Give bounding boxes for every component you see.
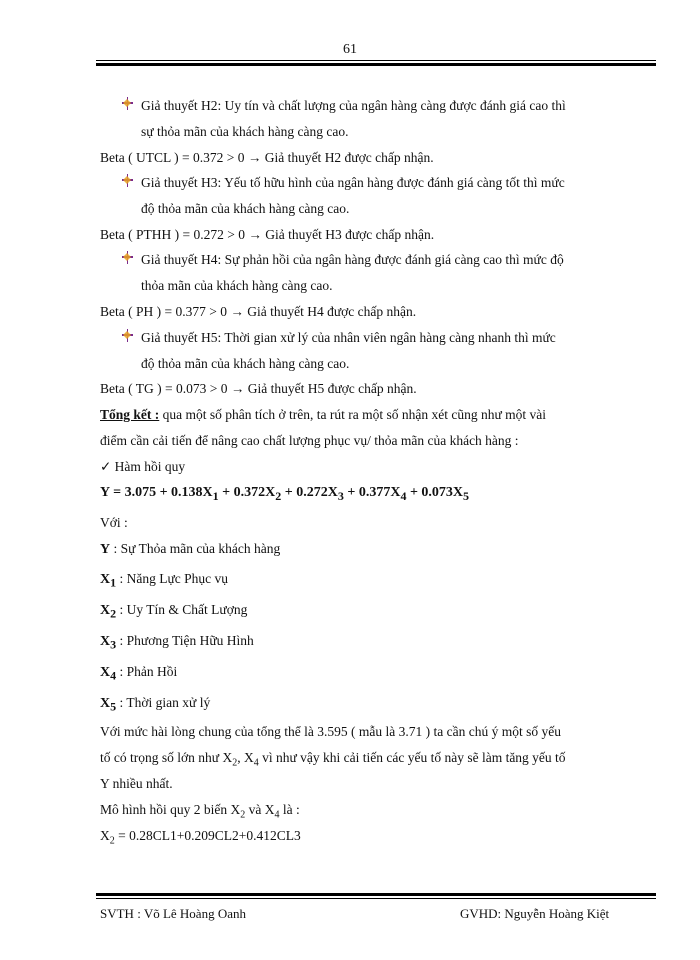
- hypothesis-result: Beta ( PTHH ) = 0.272 > 0 → Giả thuyết H3 được chấp nhận.: [100, 227, 435, 242]
- hypothesis-line: độ thỏa mãn của khách hàng càng cao.: [141, 356, 350, 371]
- variable-symbol: X: [100, 696, 111, 711]
- eq-term: + 0.372X: [218, 485, 276, 500]
- model-subscript: 2: [109, 835, 115, 847]
- conclusion-line: [100, 748, 566, 774]
- with-label: Với :: [100, 515, 128, 530]
- model-subscript: 4: [274, 809, 280, 821]
- header-rule-thin: [96, 60, 656, 61]
- variable-desc: : Phản Hồi: [116, 664, 178, 679]
- summary-line-2: điểm cần cải tiến để nâng cao chất lượng phục vụ/ thỏa mãn của khách hàng :: [100, 433, 519, 448]
- conclusion-text: tố có trọng số lớn như X: [100, 750, 233, 765]
- model-text: Mô hình hồi quy 2 biến X: [100, 802, 241, 817]
- pin-bullet-icon: [120, 250, 135, 265]
- variable-desc: : Năng Lực Phục vụ: [116, 571, 229, 586]
- model-equation: [100, 826, 301, 852]
- variable-symbol: X: [100, 665, 111, 680]
- variable-subscript: 4: [110, 668, 117, 683]
- hypothesis-line: Giả thuyết H5: Thời gian xử lý của nhân viên ngân hàng càng nhanh thì mức: [141, 330, 556, 345]
- conclusion-text: vì như vậy khi cải tiến các yếu tố này sẽ làm tăng yếu tố: [258, 750, 566, 765]
- hypothesis-result: Beta ( TG ) = 0.073 > 0 → Giả thuyết H5 được chấp nhận.: [100, 381, 417, 396]
- eq-term: + 0.272X: [281, 485, 338, 500]
- conclusion-subscript: 2: [232, 757, 238, 769]
- eq-term: + 0.073X: [406, 485, 464, 500]
- conclusion-line: Y nhiều nhất.: [100, 776, 173, 791]
- summary-text: qua một số phân tích ở trên, ta rút ra một số nhận xét cũng như một vài: [159, 407, 547, 422]
- variable-desc: : Sự Thỏa mãn của khách hàng: [110, 541, 281, 556]
- variable-symbol: X: [100, 634, 111, 649]
- regression-equation: [100, 485, 469, 504]
- hypothesis-result: Beta ( UTCL ) = 0.372 > 0 → Giả thuyết H2 được chấp nhận.: [100, 150, 434, 165]
- eq-subscript: 5: [463, 488, 470, 503]
- model-text: là :: [279, 802, 300, 817]
- eq-subscript: 4: [400, 488, 407, 503]
- variable-item: [100, 662, 177, 686]
- eq-term: + 0.377X: [343, 485, 401, 500]
- pin-bullet-icon: [120, 328, 135, 343]
- model-text: và X: [245, 802, 275, 817]
- hypothesis-line: Giả thuyết H2: Uy tín và chất lượng của ngân hàng càng được đánh giá cao thì: [141, 98, 566, 113]
- eq-subscript: 3: [337, 488, 344, 503]
- header-rule-thick: [96, 63, 656, 66]
- variable-item: [100, 539, 280, 560]
- hypothesis-result: Beta ( PH ) = 0.377 > 0 → Giả thuyết H4 được chấp nhận.: [100, 304, 417, 319]
- pin-bullet-icon: [120, 96, 135, 111]
- footer-student: SVTH : Võ Lê Hoàng Oanh: [100, 906, 246, 921]
- regression-heading: ✓ Hàm hồi quy: [100, 459, 186, 474]
- summary-label: Tổng kết :: [100, 407, 160, 422]
- footer-advisor: GVHD: Nguyễn Hoàng Kiệt: [460, 906, 610, 921]
- eq-term: Y = 3.075 + 0.138X: [100, 485, 213, 500]
- model-line: [100, 800, 300, 826]
- variable-subscript: 5: [110, 699, 117, 714]
- variable-symbol: Y: [100, 542, 111, 557]
- model-text: X: [100, 828, 110, 843]
- variable-desc: : Uy Tín & Chất Lượng: [116, 602, 248, 617]
- conclusion-line: Với mức hài lòng chung của tổng thể là 3.595 ( mẫu là 3.71 ) ta cần chú ý một số yếu: [100, 724, 561, 739]
- variable-item: [100, 569, 228, 593]
- variable-subscript: 1: [110, 575, 117, 590]
- eq-subscript: 1: [212, 488, 219, 503]
- eq-subscript: 2: [275, 488, 282, 503]
- variable-subscript: 2: [110, 606, 117, 621]
- model-text: = 0.28CL1+0.209CL2+0.412CL3: [114, 828, 301, 843]
- variable-subscript: 3: [110, 637, 117, 652]
- conclusion-text: , X: [237, 750, 254, 765]
- variable-item: [100, 693, 210, 717]
- model-subscript: 2: [240, 809, 246, 821]
- pin-bullet-icon: [120, 173, 135, 188]
- hypothesis-line: thỏa mãn của khách hàng càng cao.: [141, 278, 333, 293]
- variable-desc: : Thời gian xử lý: [116, 695, 211, 710]
- hypothesis-line: độ thỏa mãn của khách hàng càng cao.: [141, 201, 350, 216]
- variable-symbol: X: [100, 603, 111, 618]
- page-number: 61: [343, 42, 357, 57]
- hypothesis-line: Giả thuyết H4: Sự phản hồi của ngân hàng được đánh giá càng cao thì mức độ: [141, 252, 564, 267]
- hypothesis-line: sự thỏa mãn của khách hàng càng cao.: [141, 124, 349, 139]
- variable-desc: : Phương Tiện Hữu Hình: [116, 633, 254, 648]
- summary-line: [100, 405, 546, 425]
- footer-rule-thick: [96, 893, 656, 896]
- variable-symbol: X: [100, 572, 111, 587]
- variable-item: [100, 600, 247, 624]
- conclusion-subscript: 4: [253, 757, 259, 769]
- footer-rule-thin: [96, 898, 656, 899]
- variable-item: [100, 631, 254, 655]
- hypothesis-line: Giả thuyết H3: Yếu tố hữu hình của ngân hàng được đánh giá càng tốt thì mức: [141, 175, 565, 190]
